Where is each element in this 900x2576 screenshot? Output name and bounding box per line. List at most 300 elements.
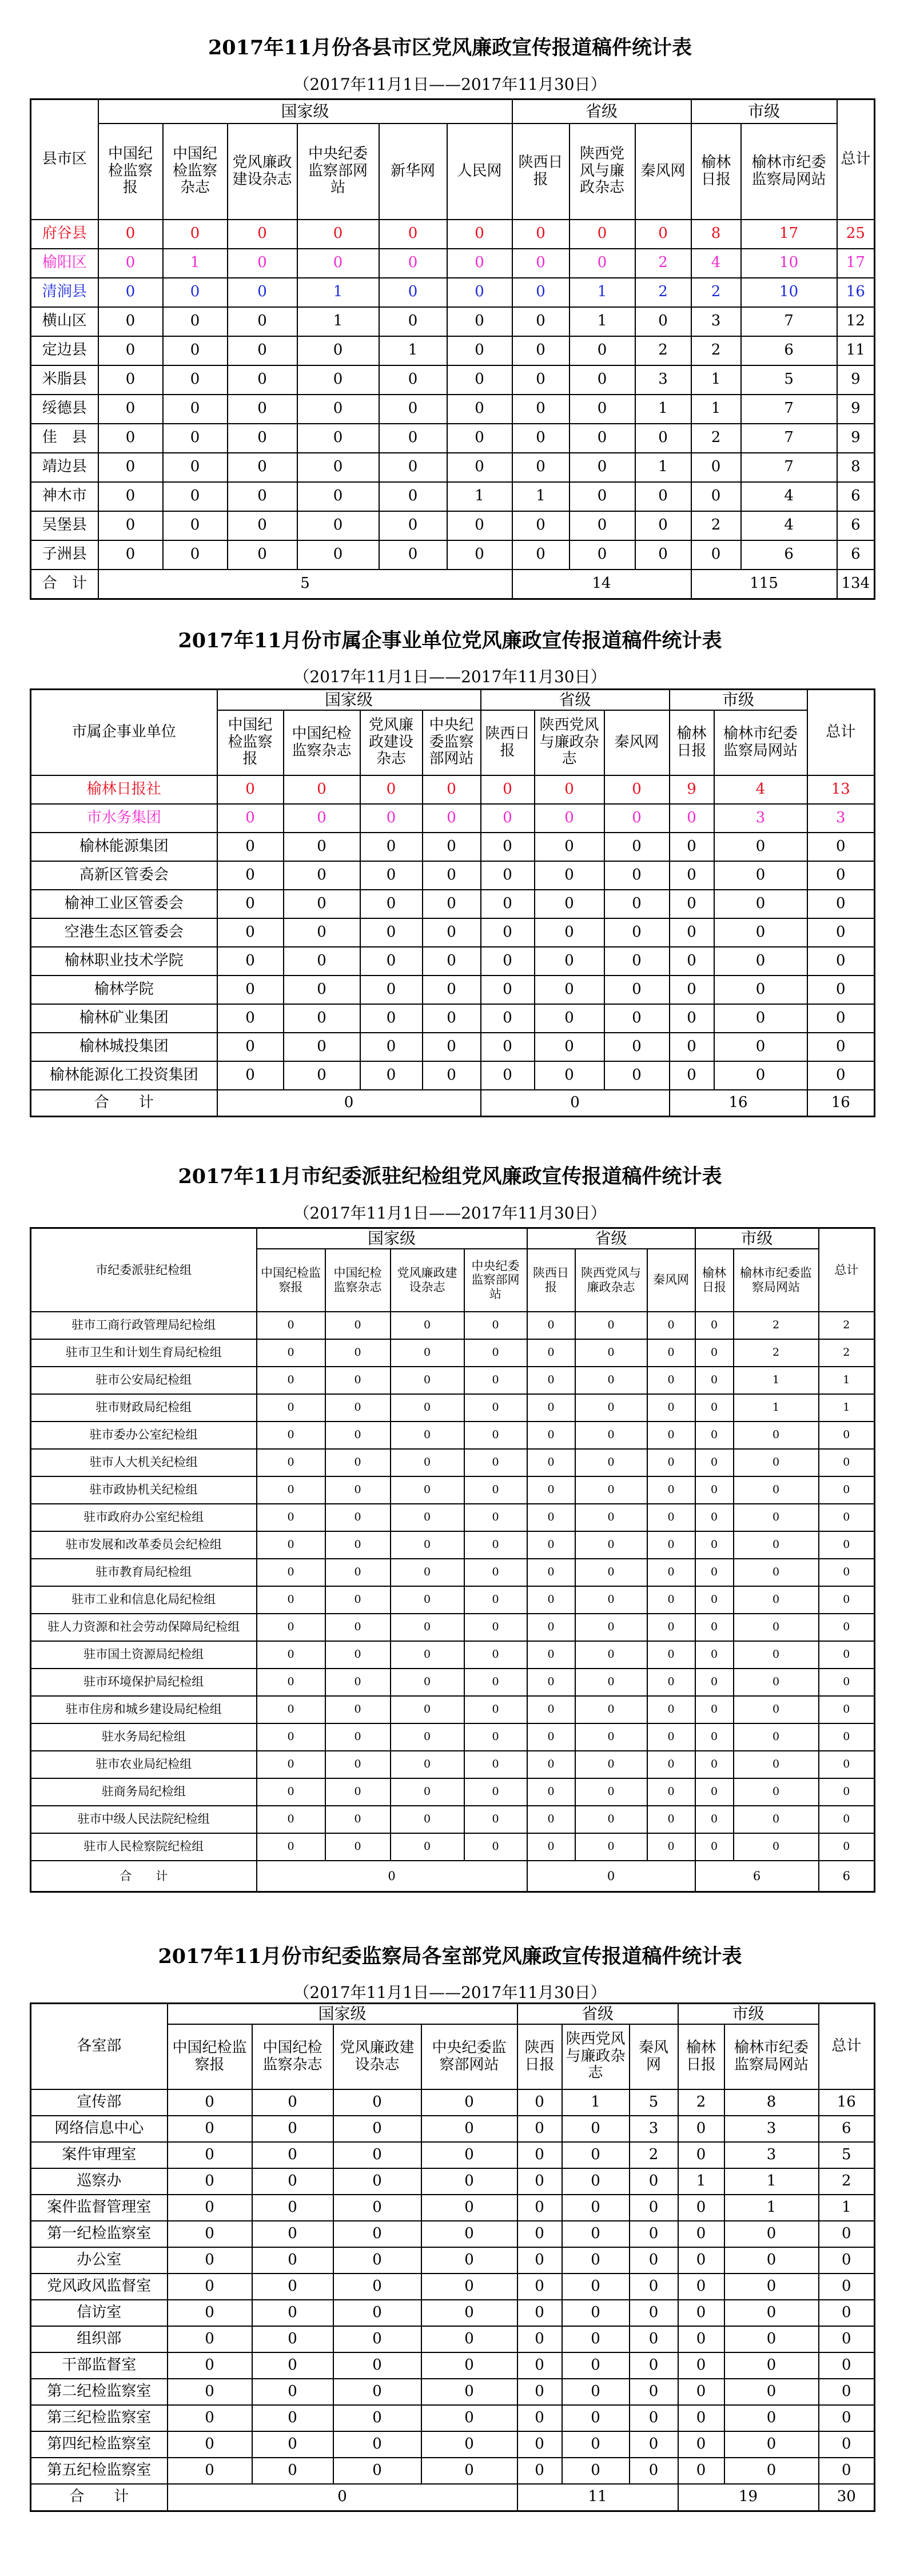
value-cell: 0 xyxy=(228,511,297,540)
value-cell: 0 xyxy=(734,1476,819,1504)
value-cell: 0 xyxy=(647,1641,695,1669)
value-cell: 0 xyxy=(481,775,535,804)
value-cell: 0 xyxy=(517,2168,562,2195)
value-cell: 0 xyxy=(257,1339,325,1367)
value-cell: 0 xyxy=(678,2379,724,2405)
total-provincial: 0 xyxy=(481,1090,670,1117)
value-cell: 0 xyxy=(297,482,379,511)
value-cell: 0 xyxy=(284,1033,360,1061)
value-cell: 0 xyxy=(604,890,670,918)
value-cell: 0 xyxy=(670,1061,714,1090)
row-label: 驻市发展和改革委员会纪检组 xyxy=(31,1531,257,1559)
row-total-cell: 16 xyxy=(819,2089,875,2116)
value-cell: 0 xyxy=(391,1641,464,1669)
value-cell: 0 xyxy=(360,947,423,976)
value-cell: 0 xyxy=(570,220,635,249)
value-cell: 0 xyxy=(512,540,570,570)
value-cell: 0 xyxy=(570,482,635,511)
value-cell: 0 xyxy=(604,775,670,804)
value-cell: 2 xyxy=(630,2142,678,2168)
value-cell: 0 xyxy=(575,1806,647,1833)
row-total-cell: 0 xyxy=(807,861,875,890)
value-cell: 0 xyxy=(481,1004,535,1033)
value-cell: 0 xyxy=(527,1312,575,1339)
value-cell: 0 xyxy=(604,1004,670,1033)
value-cell: 0 xyxy=(391,1696,464,1723)
value-cell: 0 xyxy=(447,453,512,482)
value-cell: 0 xyxy=(734,1586,819,1614)
total-label: 合 计 xyxy=(31,570,98,599)
value-cell: 0 xyxy=(379,307,447,336)
value-cell: 0 xyxy=(481,890,535,918)
value-cell: 0 xyxy=(163,278,228,307)
value-cell: 0 xyxy=(325,1312,391,1339)
row-total-cell: 0 xyxy=(819,1531,875,1559)
value-cell: 0 xyxy=(423,1061,481,1090)
table-row xyxy=(31,1586,875,1614)
value-cell: 0 xyxy=(98,307,163,336)
value-cell: 9 xyxy=(670,775,714,804)
value-cell: 0 xyxy=(421,2168,517,2195)
total-grand: 30 xyxy=(819,2484,875,2511)
value-cell: 0 xyxy=(562,2405,630,2431)
row-total-cell: 0 xyxy=(819,1723,875,1751)
row-total-cell: 0 xyxy=(807,1061,875,1090)
value-cell: 3 xyxy=(691,307,741,336)
value-cell: 0 xyxy=(325,1531,391,1559)
value-cell: 0 xyxy=(695,1614,734,1641)
value-cell: 0 xyxy=(168,2326,252,2352)
value-cell: 0 xyxy=(512,336,570,365)
row-label: 第二纪检监察室 xyxy=(31,2379,168,2405)
value-cell: 0 xyxy=(695,1723,734,1751)
value-cell: 0 xyxy=(325,1504,391,1531)
value-cell: 0 xyxy=(257,1696,325,1723)
value-cell: 0 xyxy=(297,540,379,570)
value-cell: 0 xyxy=(252,2168,333,2195)
table-row xyxy=(31,2221,875,2247)
value-cell: 0 xyxy=(98,540,163,570)
value-cell: 0 xyxy=(98,511,163,540)
value-cell: 0 xyxy=(297,453,379,482)
value-cell: 0 xyxy=(98,336,163,365)
value-cell: 0 xyxy=(325,1833,391,1861)
row-label: 市水务集团 xyxy=(31,804,217,833)
value-cell: 0 xyxy=(481,1033,535,1061)
county-stats-table xyxy=(30,98,875,600)
value-cell: 0 xyxy=(98,424,163,453)
value-cell: 0 xyxy=(284,1061,360,1090)
row-label: 案件审理室 xyxy=(31,2142,168,2168)
total-provincial: 11 xyxy=(517,2484,678,2511)
value-cell: 0 xyxy=(647,1531,695,1559)
value-cell: 0 xyxy=(630,2431,678,2458)
value-cell: 0 xyxy=(325,1586,391,1614)
value-cell: 0 xyxy=(575,1696,647,1723)
total-row xyxy=(31,1861,875,1892)
table-row xyxy=(31,2247,875,2274)
value-cell: 0 xyxy=(391,1504,464,1531)
row-label: 第一纪检监察室 xyxy=(31,2221,168,2247)
row-total-cell: 0 xyxy=(819,1696,875,1723)
row-total-cell: 2 xyxy=(819,1339,875,1367)
row-total-cell: 0 xyxy=(819,2379,875,2405)
value-cell: 7 xyxy=(741,453,837,482)
value-cell: 0 xyxy=(695,1422,734,1449)
row-label: 绥德县 xyxy=(31,395,98,424)
table-row xyxy=(31,1559,875,1586)
grand-total-header: 总计 xyxy=(819,1228,875,1312)
value-cell: 0 xyxy=(575,1751,647,1778)
value-cell: 0 xyxy=(695,1476,734,1504)
value-cell: 0 xyxy=(464,1394,527,1422)
value-cell: 1 xyxy=(379,336,447,365)
value-cell: 0 xyxy=(575,1476,647,1504)
total-national: 0 xyxy=(168,2484,517,2511)
value-cell: 0 xyxy=(391,1531,464,1559)
value-cell: 0 xyxy=(630,2247,678,2274)
row-total-cell: 0 xyxy=(819,2247,875,2274)
value-cell: 0 xyxy=(168,2089,252,2116)
table-row xyxy=(31,1723,875,1751)
value-cell: 0 xyxy=(670,976,714,1004)
value-cell: 0 xyxy=(333,2326,421,2352)
value-cell: 0 xyxy=(464,1833,527,1861)
value-cell: 0 xyxy=(562,2458,630,2484)
table-row xyxy=(31,2405,875,2431)
value-cell: 0 xyxy=(325,1339,391,1367)
total-national: 0 xyxy=(217,1090,481,1117)
value-cell: 0 xyxy=(724,2221,819,2247)
table-row xyxy=(31,2116,875,2142)
row-total-cell: 0 xyxy=(819,2221,875,2247)
value-cell: 2 xyxy=(691,278,741,307)
row-total-cell: 0 xyxy=(819,1586,875,1614)
value-cell: 0 xyxy=(535,775,604,804)
value-cell: 0 xyxy=(535,890,604,918)
value-cell: 17 xyxy=(741,220,837,249)
value-cell: 0 xyxy=(447,249,512,278)
group-national-header: 国家级 xyxy=(98,99,512,124)
value-cell: 1 xyxy=(724,2195,819,2221)
value-cell: 0 xyxy=(570,249,635,278)
row-label: 驻市人大机关纪检组 xyxy=(31,1449,257,1476)
value-cell: 1 xyxy=(447,482,512,511)
value-cell: 0 xyxy=(647,1751,695,1778)
value-cell: 0 xyxy=(647,1367,695,1394)
value-cell: 0 xyxy=(517,2300,562,2326)
value-cell: 0 xyxy=(527,1367,575,1394)
value-cell: 0 xyxy=(734,1833,819,1861)
value-cell: 0 xyxy=(464,1312,527,1339)
value-cell: 0 xyxy=(535,861,604,890)
value-cell: 0 xyxy=(670,804,714,833)
value-cell: 0 xyxy=(391,1394,464,1422)
value-cell: 0 xyxy=(464,1339,527,1367)
row-total-cell: 0 xyxy=(819,2274,875,2300)
row-label: 榆林职业技术学院 xyxy=(31,947,217,976)
value-cell: 0 xyxy=(575,1312,647,1339)
value-cell: 0 xyxy=(734,1422,819,1449)
row-label: 驻市环境保护局纪检组 xyxy=(31,1669,257,1696)
value-cell: 0 xyxy=(647,1833,695,1861)
value-cell: 0 xyxy=(517,2116,562,2142)
value-cell: 0 xyxy=(562,2352,630,2379)
total-national: 5 xyxy=(98,570,512,599)
value-cell: 0 xyxy=(464,1531,527,1559)
value-cell: 0 xyxy=(575,1422,647,1449)
value-cell: 0 xyxy=(421,2142,517,2168)
row-label: 榆林日报社 xyxy=(31,775,217,804)
value-cell: 0 xyxy=(257,1476,325,1504)
value-cell: 0 xyxy=(360,775,423,804)
corner-header: 各室部 xyxy=(31,2004,168,2089)
row-total-cell: 11 xyxy=(837,336,875,365)
value-cell: 0 xyxy=(630,2405,678,2431)
value-cell: 0 xyxy=(333,2274,421,2300)
value-cell: 0 xyxy=(678,2142,724,2168)
value-cell: 0 xyxy=(98,395,163,424)
value-cell: 0 xyxy=(570,540,635,570)
value-cell: 0 xyxy=(325,1422,391,1449)
value-cell: 0 xyxy=(535,1004,604,1033)
value-cell: 0 xyxy=(360,1004,423,1033)
row-label: 宣传部 xyxy=(31,2089,168,2116)
table-row xyxy=(31,482,875,511)
value-cell: 0 xyxy=(325,1751,391,1778)
value-cell: 0 xyxy=(163,424,228,453)
value-cell: 0 xyxy=(535,918,604,947)
value-cell: 0 xyxy=(379,278,447,307)
value-cell: 0 xyxy=(257,1531,325,1559)
row-label: 佳 县 xyxy=(31,424,98,453)
column-header: 榆林日报 xyxy=(691,124,741,220)
value-cell: 0 xyxy=(98,365,163,395)
value-cell: 0 xyxy=(691,482,741,511)
value-cell: 0 xyxy=(517,2379,562,2405)
value-cell: 0 xyxy=(325,1723,391,1751)
value-cell: 0 xyxy=(724,2247,819,2274)
value-cell: 0 xyxy=(512,453,570,482)
value-cell: 0 xyxy=(421,2458,517,2484)
value-cell: 0 xyxy=(678,2431,724,2458)
discipline-group-stats-table xyxy=(30,1227,875,1893)
value-cell: 0 xyxy=(284,890,360,918)
value-cell: 0 xyxy=(168,2142,252,2168)
value-cell: 0 xyxy=(163,395,228,424)
row-total-cell: 12 xyxy=(837,307,875,336)
row-total-cell: 0 xyxy=(819,1778,875,1806)
row-total-cell: 0 xyxy=(819,2431,875,2458)
value-cell: 0 xyxy=(168,2116,252,2142)
value-cell: 0 xyxy=(695,1669,734,1696)
value-cell: 0 xyxy=(163,307,228,336)
value-cell: 0 xyxy=(284,861,360,890)
value-cell: 0 xyxy=(284,947,360,976)
value-cell: 0 xyxy=(325,1614,391,1641)
value-cell: 0 xyxy=(423,775,481,804)
value-cell: 0 xyxy=(423,1033,481,1061)
value-cell: 0 xyxy=(421,2326,517,2352)
column-header: 秦风网 xyxy=(630,2024,678,2089)
value-cell: 0 xyxy=(391,1723,464,1751)
value-cell: 0 xyxy=(257,1449,325,1476)
value-cell: 0 xyxy=(325,1806,391,1833)
row-total-cell: 0 xyxy=(807,976,875,1004)
value-cell: 3 xyxy=(630,2116,678,2142)
value-cell: 0 xyxy=(527,1669,575,1696)
value-cell: 0 xyxy=(570,453,635,482)
row-total-cell: 1 xyxy=(819,1367,875,1394)
group-city-header: 市级 xyxy=(670,690,807,710)
value-cell: 0 xyxy=(575,1586,647,1614)
value-cell: 0 xyxy=(670,1004,714,1033)
value-cell: 0 xyxy=(695,1641,734,1669)
value-cell: 1 xyxy=(724,2168,819,2195)
row-label: 驻市财政局纪检组 xyxy=(31,1394,257,1422)
value-cell: 0 xyxy=(512,249,570,278)
value-cell: 0 xyxy=(464,1422,527,1449)
value-cell: 0 xyxy=(562,2379,630,2405)
value-cell: 0 xyxy=(512,424,570,453)
value-cell: 0 xyxy=(604,861,670,890)
value-cell: 0 xyxy=(647,1394,695,1422)
value-cell: 0 xyxy=(630,2300,678,2326)
row-total-cell: 2 xyxy=(819,1312,875,1339)
row-label: 子洲县 xyxy=(31,540,98,570)
row-label: 驻市教育局纪检组 xyxy=(31,1559,257,1586)
value-cell: 2 xyxy=(691,424,741,453)
column-header: 陕西党风与廉政杂志 xyxy=(562,2024,630,2089)
column-header: 党风廉政建设杂志 xyxy=(228,124,297,220)
value-cell: 1 xyxy=(635,453,691,482)
value-cell: 0 xyxy=(604,1033,670,1061)
group-provincial-header: 省级 xyxy=(517,2004,678,2024)
corner-header: 县市区 xyxy=(31,99,98,220)
value-cell: 0 xyxy=(647,1806,695,1833)
row-label: 驻商务局纪检组 xyxy=(31,1778,257,1806)
value-cell: 0 xyxy=(562,2300,630,2326)
value-cell: 0 xyxy=(284,1004,360,1033)
column-header: 榆林日报 xyxy=(678,2024,724,2089)
row-total-cell: 0 xyxy=(807,890,875,918)
value-cell: 0 xyxy=(575,1723,647,1751)
value-cell: 0 xyxy=(678,2247,724,2274)
enterprise-stats-table xyxy=(30,688,875,1117)
row-total-cell: 0 xyxy=(819,1476,875,1504)
value-cell: 0 xyxy=(734,1778,819,1806)
value-cell: 0 xyxy=(257,1559,325,1586)
value-cell: 4 xyxy=(741,511,837,540)
value-cell: 0 xyxy=(535,1061,604,1090)
value-cell: 0 xyxy=(575,1641,647,1669)
value-cell: 1 xyxy=(570,278,635,307)
table-row xyxy=(31,1504,875,1531)
table-row xyxy=(31,775,875,804)
row-label: 驻市公安局纪检组 xyxy=(31,1367,257,1394)
header-row-columns xyxy=(31,124,875,220)
row-total-cell: 0 xyxy=(819,2300,875,2326)
table-row xyxy=(31,890,875,918)
value-cell: 0 xyxy=(325,1559,391,1586)
value-cell: 0 xyxy=(217,1033,284,1061)
value-cell: 0 xyxy=(447,365,512,395)
row-label: 榆神工业区管委会 xyxy=(31,890,217,918)
value-cell: 1 xyxy=(678,2168,724,2195)
value-cell: 0 xyxy=(575,1367,647,1394)
value-cell: 0 xyxy=(481,918,535,947)
row-label: 榆林矿业集团 xyxy=(31,1004,217,1033)
value-cell: 0 xyxy=(695,1449,734,1476)
value-cell: 0 xyxy=(464,1449,527,1476)
row-total-cell: 0 xyxy=(819,2458,875,2484)
value-cell: 0 xyxy=(168,2379,252,2405)
value-cell: 0 xyxy=(360,833,423,861)
value-cell: 0 xyxy=(604,833,670,861)
value-cell: 0 xyxy=(695,1531,734,1559)
table-row xyxy=(31,1531,875,1559)
group-provincial-header: 省级 xyxy=(527,1228,695,1249)
value-cell: 0 xyxy=(635,482,691,511)
value-cell: 0 xyxy=(734,1614,819,1641)
value-cell: 0 xyxy=(678,2300,724,2326)
value-cell: 0 xyxy=(360,976,423,1004)
value-cell: 0 xyxy=(163,482,228,511)
header-row-groups xyxy=(31,2004,875,2024)
column-header: 陕西党风与廉政杂志 xyxy=(535,710,604,775)
table-row xyxy=(31,2195,875,2221)
value-cell: 0 xyxy=(695,1339,734,1367)
row-label: 驻市委办公室纪检组 xyxy=(31,1422,257,1449)
value-cell: 0 xyxy=(695,1806,734,1833)
value-cell: 0 xyxy=(670,1033,714,1061)
value-cell: 0 xyxy=(168,2431,252,2458)
value-cell: 0 xyxy=(734,1531,819,1559)
value-cell: 0 xyxy=(98,249,163,278)
value-cell: 0 xyxy=(570,365,635,395)
value-cell: 5 xyxy=(630,2089,678,2116)
value-cell: 2 xyxy=(635,336,691,365)
column-header: 中国纪检监察杂志 xyxy=(284,710,360,775)
value-cell: 0 xyxy=(714,1061,807,1090)
table-row xyxy=(31,1806,875,1833)
value-cell: 0 xyxy=(391,1669,464,1696)
value-cell: 0 xyxy=(325,1641,391,1669)
table-row xyxy=(31,511,875,540)
value-cell: 0 xyxy=(391,1586,464,1614)
value-cell: 0 xyxy=(228,336,297,365)
value-cell: 0 xyxy=(481,976,535,1004)
total-row xyxy=(31,2484,875,2511)
row-total-cell: 0 xyxy=(819,1422,875,1449)
row-total-cell: 6 xyxy=(819,2116,875,2142)
row-label: 驻市政府办公室纪检组 xyxy=(31,1504,257,1531)
value-cell: 0 xyxy=(517,2221,562,2247)
value-cell: 0 xyxy=(421,2274,517,2300)
value-cell: 0 xyxy=(379,540,447,570)
value-cell: 0 xyxy=(391,1476,464,1504)
value-cell: 0 xyxy=(527,1751,575,1778)
section1-title: 2017年11月份各县市区党风廉政宣传报道稿件统计表 xyxy=(208,36,692,59)
value-cell: 0 xyxy=(252,2379,333,2405)
value-cell: 0 xyxy=(284,775,360,804)
value-cell: 0 xyxy=(333,2195,421,2221)
value-cell: 3 xyxy=(724,2142,819,2168)
value-cell: 0 xyxy=(284,833,360,861)
row-label: 案件监督管理室 xyxy=(31,2195,168,2221)
row-label: 高新区管委会 xyxy=(31,861,217,890)
value-cell: 1 xyxy=(691,365,741,395)
